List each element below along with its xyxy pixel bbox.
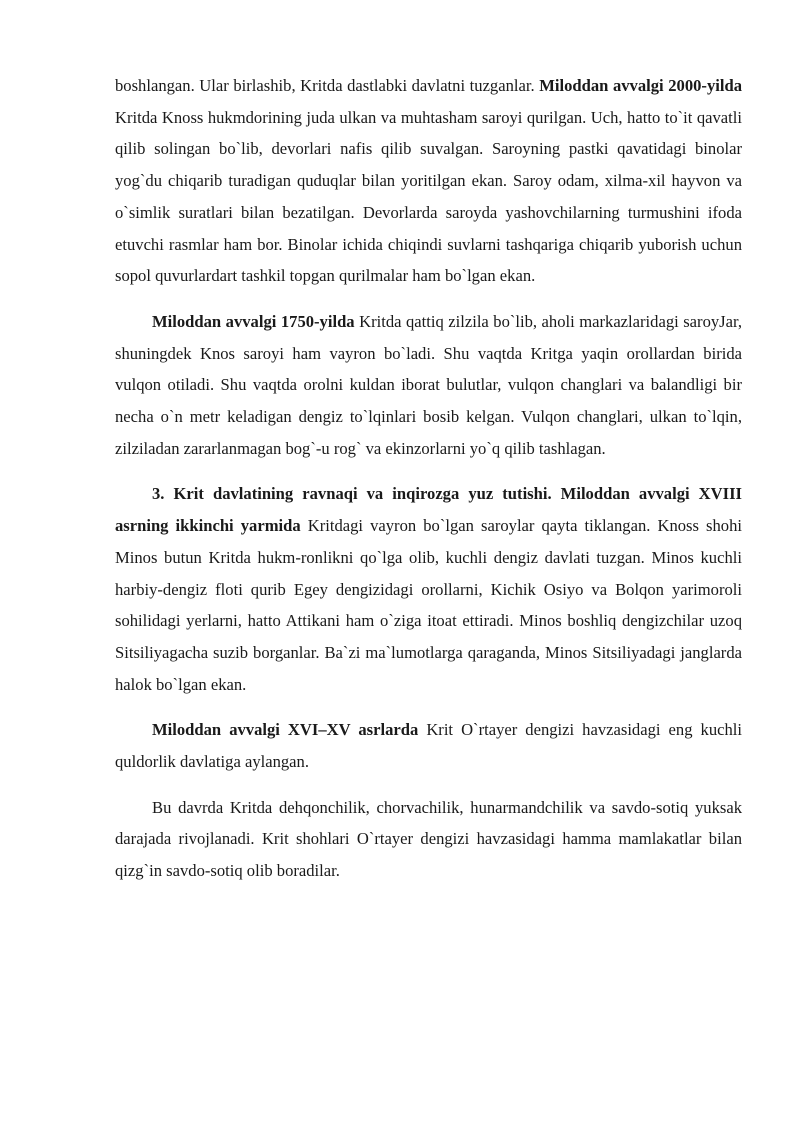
paragraph-1	[115, 70, 742, 292]
paragraph-4	[115, 714, 742, 777]
paragraph-2-bold-date: Miloddan avvalgi 1750-yilda	[152, 311, 355, 331]
document-page	[115, 70, 742, 901]
paragraph-1-bold-date: Miloddan avvalgi 2000-yilda	[539, 76, 742, 95]
paragraph-4-bold-date: Miloddan avvalgi XVI–XV asrlarda	[152, 720, 419, 740]
paragraph-2-text: Kritda qattiq zilzila bo`lib, aholi markazlaridagi saroyJar, shuningdek Knos saroyi ham vayron bo`ladi. Shu vaqtda Kritga yaqin orollardan birida vulqon otiladi. Shu vaqtda orolni kuldan iborat bulutlar, vulqon changlari va balandligi bir necha o`n metr keladigan dengiz to`lqinlari bosib kelgan. Vulqon changlari, ulkan to`lqin, zilziladan zararlanmagan bog`-u rog` va ekinzorlarni yo`q qilib tashlagan.	[115, 311, 742, 458]
paragraph-4-text: Krit O`rtayer dengizi havzasidagi eng kuchli quldorlik davlatiga aylangan.	[115, 720, 743, 772]
paragraph-2	[115, 306, 742, 465]
paragraph-5-text: Bu davrda Kritda dehqonchilik, chorvachilik, hunarmandchilik va savdo-sotiq yuksak darajada rivojlanadi. Krit shohlari O`rtayer dengizi havzasidagi hamma mamlakatlar bilan qizg`in savdo-sotiq olib boradilar.	[115, 797, 742, 881]
paragraph-1-text-continued: Kritda Knoss hukmdorining juda ulkan va muhtasham saroyi qurilgan. Uch, hatto to`it qavatli qilib solingan bo`lib, devorlari nafis qilib suvalgan. Saroyning pastki qavatidagi binolar yog`du chiqarib turadigan quduqlar bilan yoritilgan ekan. Saroy odam, xilma-xil hayvon va o`simlik suratlari bilan bezatilgan. Devorlarda saroyda yashovchilarning turmushini ifoda etuvchi rasmlar ham bor. Binolar ichida chiqindi suvlarni tashqariga chiqarib yuborish uchun sopol quvurlardart tashkil topgan qurilmalar ham bo`lgan ekan.	[115, 107, 742, 286]
paragraph-3-text: Kritdagi vayron bo`lgan saroylar qayta tiklangan. Knoss shohi Minos butun Kritda hukm-ronlikni qo`lga olib, kuchli dengiz davlati tuzgan. Minos kuchli harbiy-dengiz floti qurib Egey dengizidagi orollarni, Kichik Osiyo va Bolqon yarimoroli sohilidagi yerlarni, hatto Attikani ham o`ziga itoat ettiradi. Minos boshliq dengizchilar uzoq Sitsiliyagacha suzib borganlar. Ba`zi ma`lumotlarga qaraganda, Minos Sitsiliyadagi janglarda halok bo`lgan ekan.	[115, 516, 742, 694]
paragraph-1-text: boshlangan. Ular birlashib, Kritda dastlabki davlatni tuzganlar.	[115, 76, 540, 95]
paragraph-5	[115, 792, 742, 887]
section-heading: 3. Krit davlatining ravnaqi va inqirozga yuz tutishi. Miloddan avvalgi XVIII asrning ikkinchi yarmida	[115, 484, 742, 536]
paragraph-3	[115, 478, 742, 700]
